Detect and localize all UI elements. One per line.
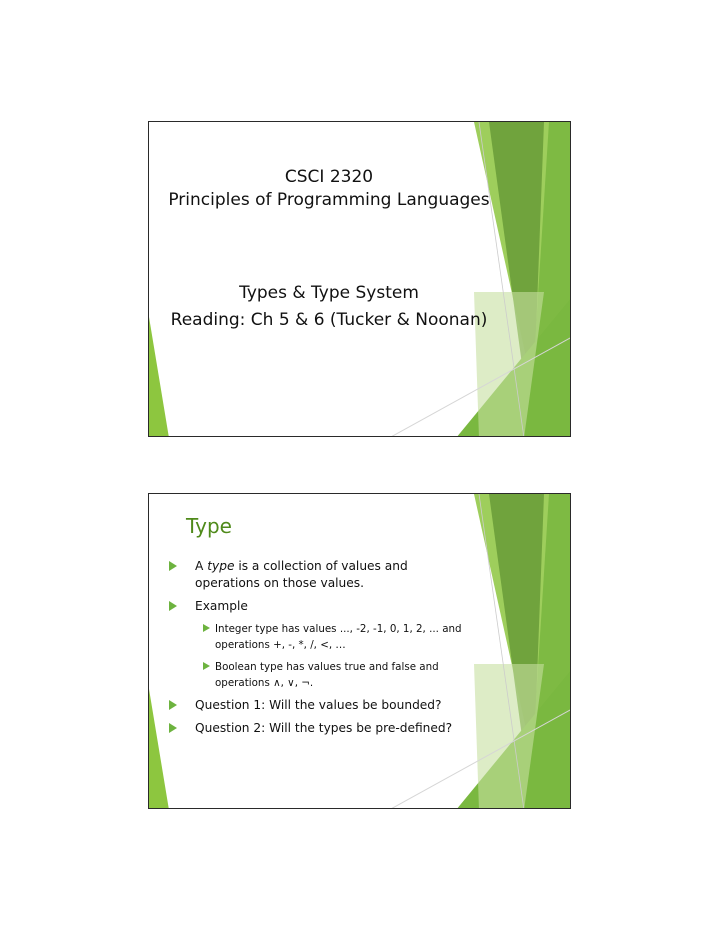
bullet-triangle-icon bbox=[169, 700, 177, 710]
bullet-list bbox=[169, 558, 499, 743]
bullet-definition: A type is a collection of values and operations on those values. bbox=[169, 558, 499, 592]
course-code: CSCI 2320 bbox=[284, 167, 374, 187]
slide-title bbox=[149, 166, 509, 212]
course-name: Principles of Programming Languages bbox=[168, 190, 490, 210]
bullet-triangle-icon bbox=[169, 601, 177, 611]
bullet-triangle-icon bbox=[203, 624, 210, 632]
bullet-triangle-icon bbox=[169, 561, 177, 571]
type-slide bbox=[148, 493, 571, 809]
bullet-triangle-icon bbox=[169, 723, 177, 733]
bullet-question-2: Question 2: Will the types be pre-defined? bbox=[169, 720, 499, 737]
sub-bullet-integer: Integer type has values ..., -2, -1, 0, 1, 2, ... and operations +, -, *, /, <, … bbox=[169, 621, 499, 653]
bullet-question-1: Question 1: Will the values be bounded? bbox=[169, 697, 499, 714]
sub-bullet-boolean: Boolean type has values true and false and operations ∧, ∨, ¬. bbox=[169, 659, 499, 691]
slide-subtitle bbox=[149, 280, 509, 334]
slide-title: Type bbox=[186, 514, 232, 538]
topic: Types & Type System bbox=[239, 283, 419, 303]
reading: Reading: Ch 5 & 6 (Tucker & Noonan) bbox=[170, 310, 488, 330]
title-slide bbox=[148, 121, 571, 437]
bullet-triangle-icon bbox=[203, 662, 210, 670]
bullet-example: Example bbox=[169, 598, 499, 615]
